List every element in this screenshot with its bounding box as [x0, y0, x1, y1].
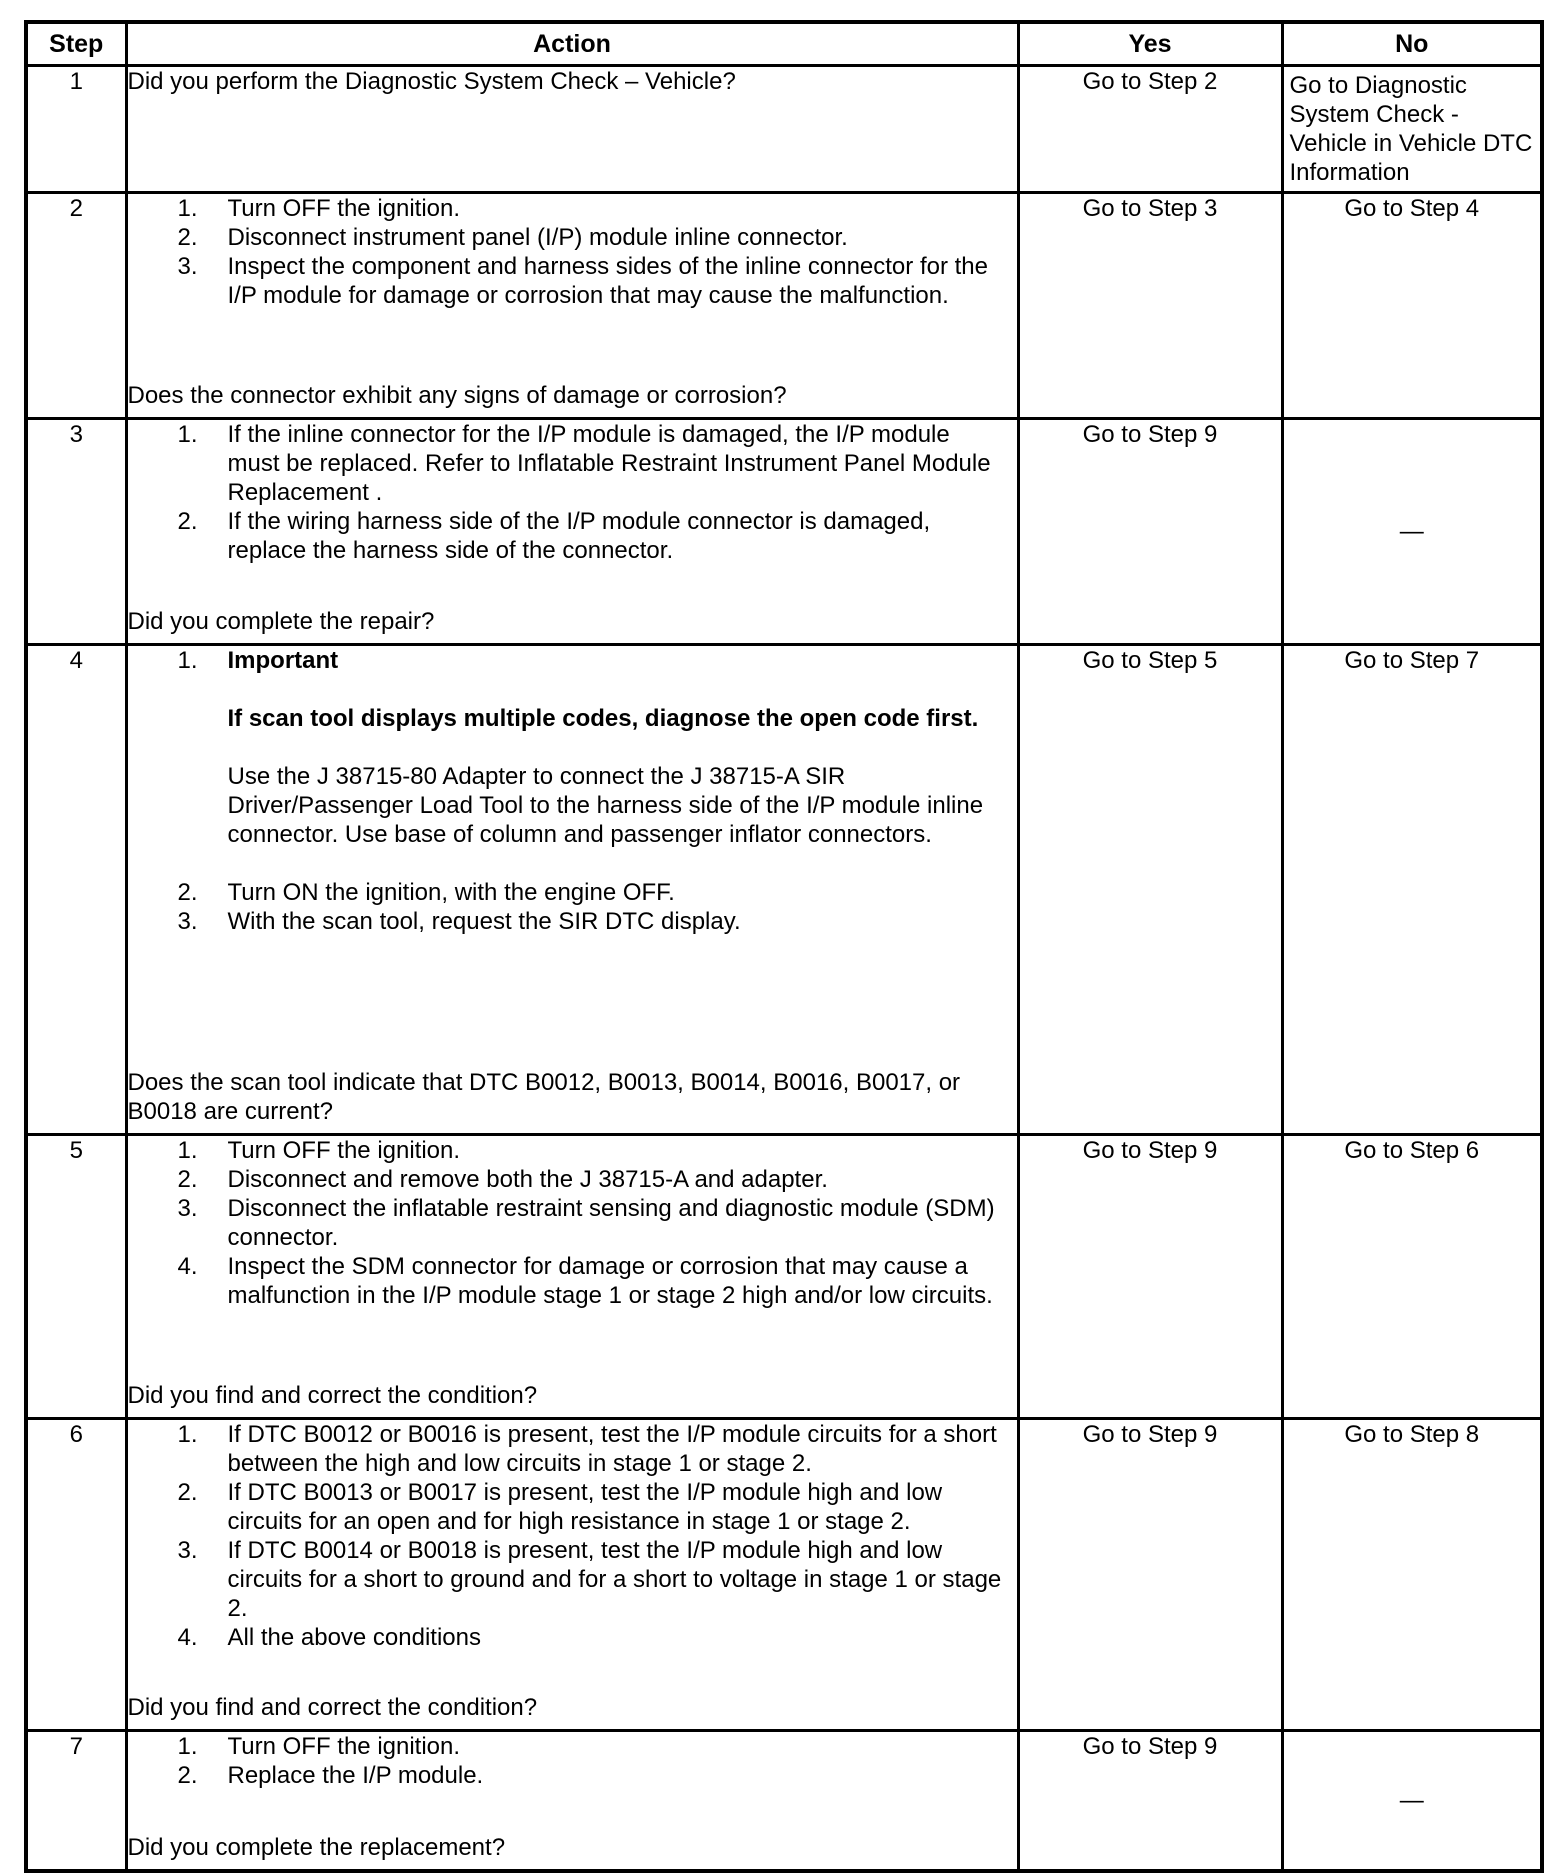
header-row	[26, 22, 1542, 66]
no-cell: Go to Step 8	[1282, 1419, 1542, 1731]
yes-cell: Go to Step 9	[1018, 1135, 1282, 1419]
action-list	[128, 1732, 1017, 1790]
list-item: 1. Turn OFF the ignition.	[177, 195, 461, 222]
header-yes: Yes	[1018, 22, 1282, 66]
list-item: 3. If DTC B0014 or B0018 is present, test the I/P module high and low circuits for a short to ground and for a short to voltage in stage 1 or stage 2.	[177, 1537, 1002, 1622]
no-cell: Go to Step 4	[1282, 193, 1542, 419]
yes-cell: Go to Step 2	[1018, 66, 1282, 193]
list-item: 1. If the inline connector for the I/P module is damaged, the I/P module must be replaced. Refer to Inflatable Restraint Instrument Panel Module Replacement .	[177, 421, 991, 506]
step-number: 5	[26, 1135, 126, 1419]
step-number: 4	[26, 645, 126, 1135]
no-cell: —	[1282, 419, 1542, 645]
question-text: Did you find and correct the condition?	[127, 1694, 538, 1721]
step-number: 3	[26, 419, 126, 645]
action-cell	[126, 419, 1018, 645]
table-row	[26, 1731, 1542, 1871]
action-cell	[126, 645, 1018, 1135]
no-cell: —	[1282, 1731, 1542, 1871]
question-text: Did you complete the replacement?	[127, 1834, 506, 1861]
yes-cell: Go to Step 9	[1018, 1419, 1282, 1731]
important-note: If scan tool displays multiple codes, diagnose the open code first.	[227, 705, 979, 732]
action-list	[128, 194, 1017, 310]
question-text: Did you perform the Diagnostic System Check – Vehicle?	[127, 68, 736, 95]
question-text: Did you complete the repair?	[127, 608, 435, 635]
list-item: 3. Inspect the component and harness sides of the inline connector for the I/P module for damage or corrosion that may cause the malfunction.	[177, 253, 988, 309]
yes-cell: Go to Step 9	[1018, 419, 1282, 645]
header-action: Action	[126, 22, 1018, 66]
table-row	[26, 193, 1542, 419]
list-item: 3. With the scan tool, request the SIR DTC display.	[177, 908, 741, 935]
action-list	[128, 646, 1017, 936]
table-row	[26, 645, 1542, 1135]
list-item: 2. Turn ON the ignition, with the engine OFF.	[177, 879, 675, 906]
action-list	[128, 420, 1017, 565]
table-row	[26, 1135, 1542, 1419]
list-item: 2. If the wiring harness side of the I/P module connector is damaged, replace the harness side of the connector.	[177, 508, 931, 564]
table-row	[26, 66, 1542, 193]
list-item: 2. Replace the I/P module.	[177, 1762, 484, 1789]
list-item: 4. Inspect the SDM connector for damage or corrosion that may cause a malfunction in the I/P module stage 1 or stage 2 high and/or low circuits.	[177, 1253, 993, 1309]
step-number: 1	[26, 66, 126, 193]
list-item: 1. Turn OFF the ignition.	[177, 1733, 461, 1760]
header-step: Step	[26, 22, 126, 66]
action-cell	[126, 66, 1018, 193]
table-row	[26, 419, 1542, 645]
action-list	[128, 1420, 1017, 1652]
yes-cell: Go to Step 5	[1018, 645, 1282, 1135]
list-item: 1. If DTC B0012 or B0016 is present, test the I/P module circuits for a short between the high and low circuits in stage 1 or stage 2.	[177, 1421, 997, 1477]
yes-cell: Go to Step 9	[1018, 1731, 1282, 1871]
question-text: Does the connector exhibit any signs of damage or corrosion?	[127, 382, 787, 409]
action-cell	[126, 1419, 1018, 1731]
action-cell	[126, 1135, 1018, 1419]
item-text: Use the J 38715-80 Adapter to connect the J 38715-A SIR Driver/Passenger Load Tool to the harness side of the I/P module inline connector. Use base of column and passenger inflator connectors.	[227, 763, 984, 848]
step-number: 6	[26, 1419, 126, 1731]
yes-cell: Go to Step 3	[1018, 193, 1282, 419]
table-row	[26, 1419, 1542, 1731]
list-item: 2. If DTC B0013 or B0017 is present, test the I/P module high and low circuits for an open and for high resistance in stage 1 or stage 2.	[177, 1479, 943, 1535]
diagnostic-table	[24, 20, 1544, 1873]
no-cell: Go to Step 7	[1282, 645, 1542, 1135]
no-cell: Go to Step 6	[1282, 1135, 1542, 1419]
action-list	[128, 1136, 1017, 1310]
important-label: Important	[227, 647, 339, 674]
question-text: Did you find and correct the condition?	[127, 1382, 538, 1409]
step-number: 2	[26, 193, 126, 419]
list-item: 1. Important If scan tool displays multiple codes, diagnose the open code first. Use the J 38715-80 Adapter to connect the J 38715-A SIR Driver/Passenger Load Tool to the harness side of the I/P module inline connector. Use base of column and passenger inflator connectors.	[128, 646, 1017, 878]
no-cell: Go to Diagnostic System Check - Vehicle in Vehicle DTC Information	[1282, 66, 1542, 193]
list-item: 4. All the above conditions	[177, 1624, 481, 1651]
list-item: 2. Disconnect instrument panel (I/P) module inline connector.	[177, 224, 848, 251]
list-item: 2. Disconnect and remove both the J 38715-A and adapter.	[177, 1166, 828, 1193]
action-cell	[126, 193, 1018, 419]
list-item: 3. Disconnect the inflatable restraint sensing and diagnostic module (SDM) connector.	[177, 1195, 995, 1251]
header-no: No	[1282, 22, 1542, 66]
question-text: Does the scan tool indicate that DTC B0012, B0013, B0014, B0016, B0017, or B0018 are current?	[127, 1069, 961, 1125]
step-number: 7	[26, 1731, 126, 1871]
list-item: 1. Turn OFF the ignition.	[177, 1137, 461, 1164]
action-cell	[126, 1731, 1018, 1871]
